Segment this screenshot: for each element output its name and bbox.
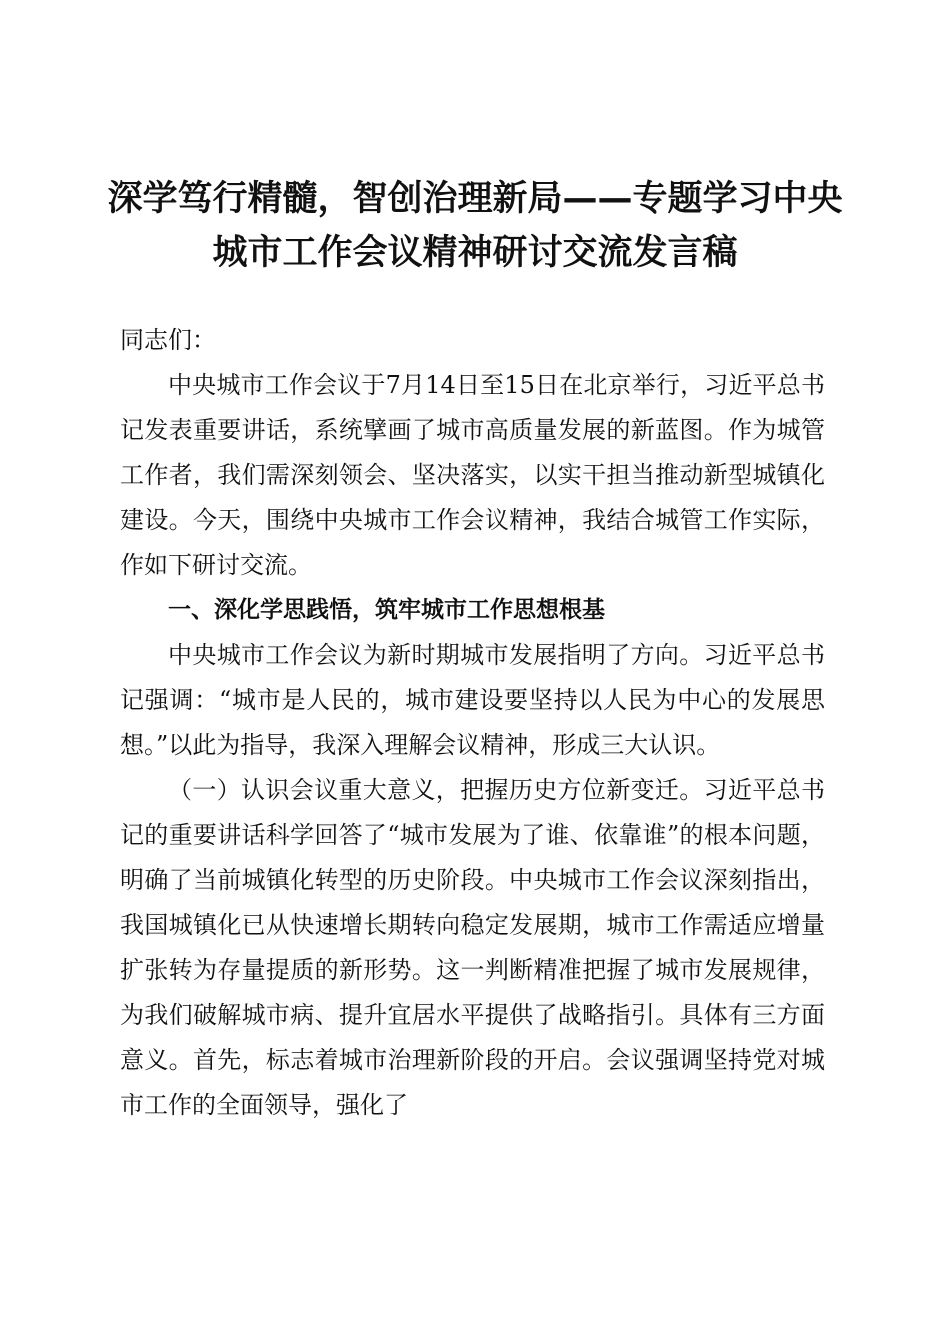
salutation: 同志们： [120,326,216,354]
section-1-intro-paragraph: 中央城市工作会议为新时期城市发展指明了方向。习近平总书记强调：“城市是人民的，城市建设要坚持以人民为中心的发展思想。”以此为指导，我深入理解会议精神，形成三大认识。 [120,641,825,759]
intro-paragraph: 中央城市工作会议于7月14日至15日在北京举行，习近平总书记发表重要讲话，系统擘画了城市高质量发展的新蓝图。作为城管工作者，我们需深刻领会、坚决落实，以实干担当推动新型城镇化建设。今天，围绕中央城市工作会议精神，我结合城管工作实际，作如下研讨交流。 [120,371,825,579]
document-title: 深学笃行精髓，智创治理新局——专题学习中央城市工作会议精神研讨交流发言稿 [107,179,843,273]
document-body [120,318,825,1128]
section-1-point-1-paragraph: （一）认识会议重大意义，把握历史方位新变迁。习近平总书记的重要讲话科学回答了“城市发展为了谁、依靠谁”的根本问题，明确了当前城镇化转型的历史阶段。中央城市工作会议深刻指出，我国城镇化已从快速增长期转向稳定发展期，城市工作需适应增量扩张转为存量提质的新形势。这一判断精准把握了城市发展规律，为我们破解城市病、提升宜居水平提供了战略指引。具体有三方面意义。首先，标志着城市治理新阶段的开启。会议强调坚持党对城市工作的全面领导，强化了 [120,776,825,1119]
section-heading-1: 一、深化学思践悟，筑牢城市工作思想根基 [168,597,605,623]
